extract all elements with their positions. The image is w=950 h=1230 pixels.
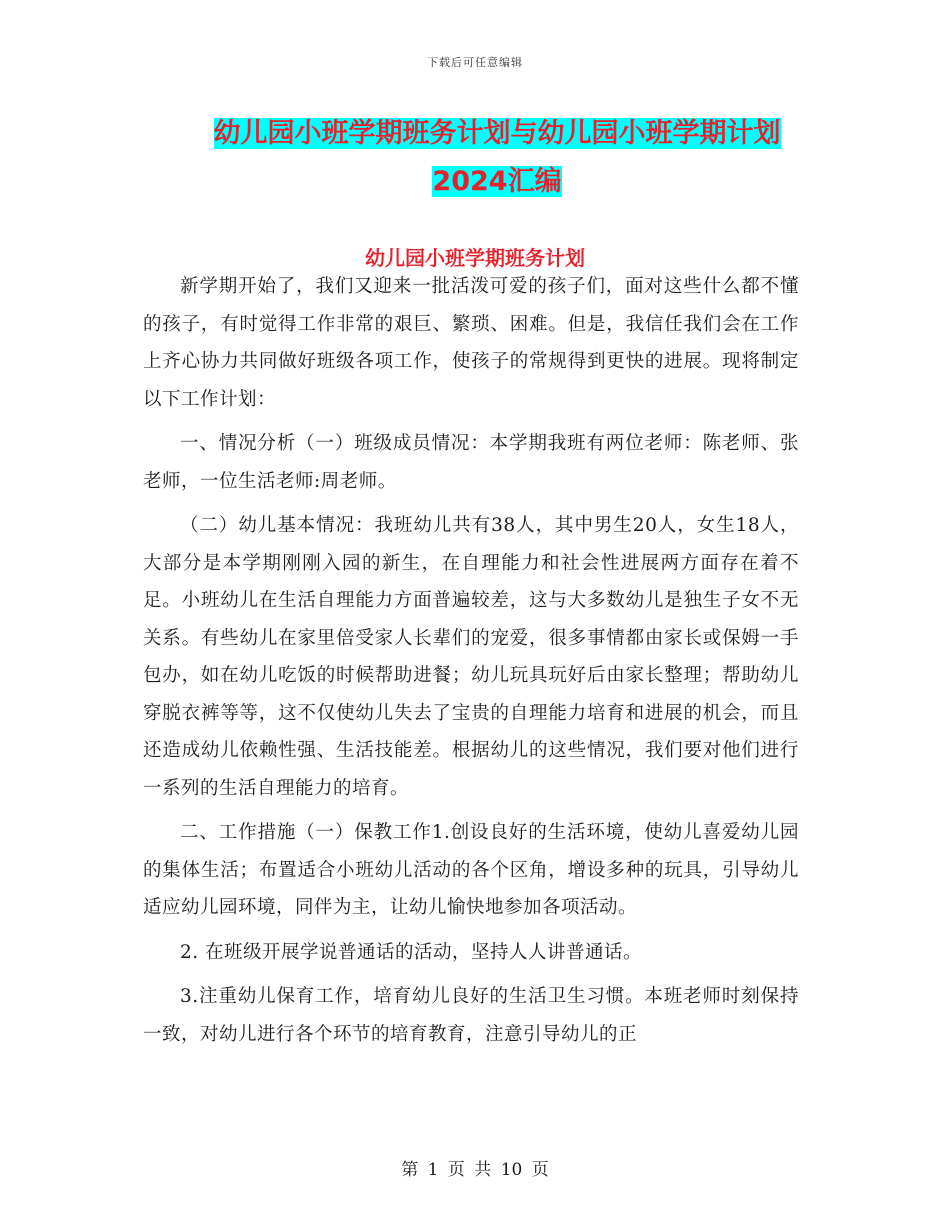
paragraph: 新学期开始了，我们又迎来一批活泼可爱的孩子们，面对这些什么都不懂的孩子，有时觉得工作非常的艰巨、繁琐、困难。但是，我信任我们会在工作上齐心协力共同做好班级各项工作，使孩子的常规得到更快的进展。现将制定以下工作计划： <box>143 276 799 410</box>
paragraph: 二、工作措施（一）保教工作1.创设良好的生活环境，使幼儿喜爱幼儿园的集体生活；布置适合小班幼儿活动的各个区角，增设多种的玩具，引导幼儿适应幼儿园环境，同伴为主，让幼儿愉快地参加各项活动。 <box>143 822 799 918</box>
paragraph: 一、情况分析（一）班级成员情况：本学期我班有两位老师：陈老师、张老师，一位生活老师:周老师。 <box>143 433 799 492</box>
page-number: 第 1 页 共 10 页 <box>401 1160 549 1180</box>
paragraph: （二）幼儿基本情况：我班幼儿共有38人，其中男生20人，女生18人，大部分是本学期刚刚入园的新生，在自理能力和社会性进展两方面存在着不足。小班幼儿在生活自理能力方面普遍较差，这与大多数幼儿是独生子女不无关系。有些幼儿在家里倍受家人长辈们的宠爱，很多事情都由家长或保姆一手包办，如在幼儿吃饭的时候帮助进餐；幼儿玩具玩好后由家长整理；帮助幼儿穿脱衣裤等等，这不仅使幼儿失去了宝贵的自理能力培育和进展的机会，而且还造成幼儿依赖性强、生活技能差。根据幼儿的这些情况，我们要对他们进行一系列的生活自理能力的培育。 <box>143 515 799 799</box>
section-title: 幼儿园小班学期班务计划 <box>365 246 585 270</box>
paragraph: 2. 在班级开展学说普通话的活动，坚持人人讲普通话。 <box>180 941 643 963</box>
paragraph: 3.注重幼儿保育工作，培育幼儿良好的生活卫生习惯。本班老师时刻保持一致，对幼儿进行各个环节的培育教育，注意引导幼儿的正 <box>143 986 799 1045</box>
page-header: 下载后可任意编辑 <box>427 56 523 69</box>
document-title-text: 幼儿园小班学期班务计划与幼儿园小班学期计划2024汇编 <box>213 118 781 197</box>
document-title <box>190 110 804 206</box>
body-text <box>143 268 799 1060</box>
